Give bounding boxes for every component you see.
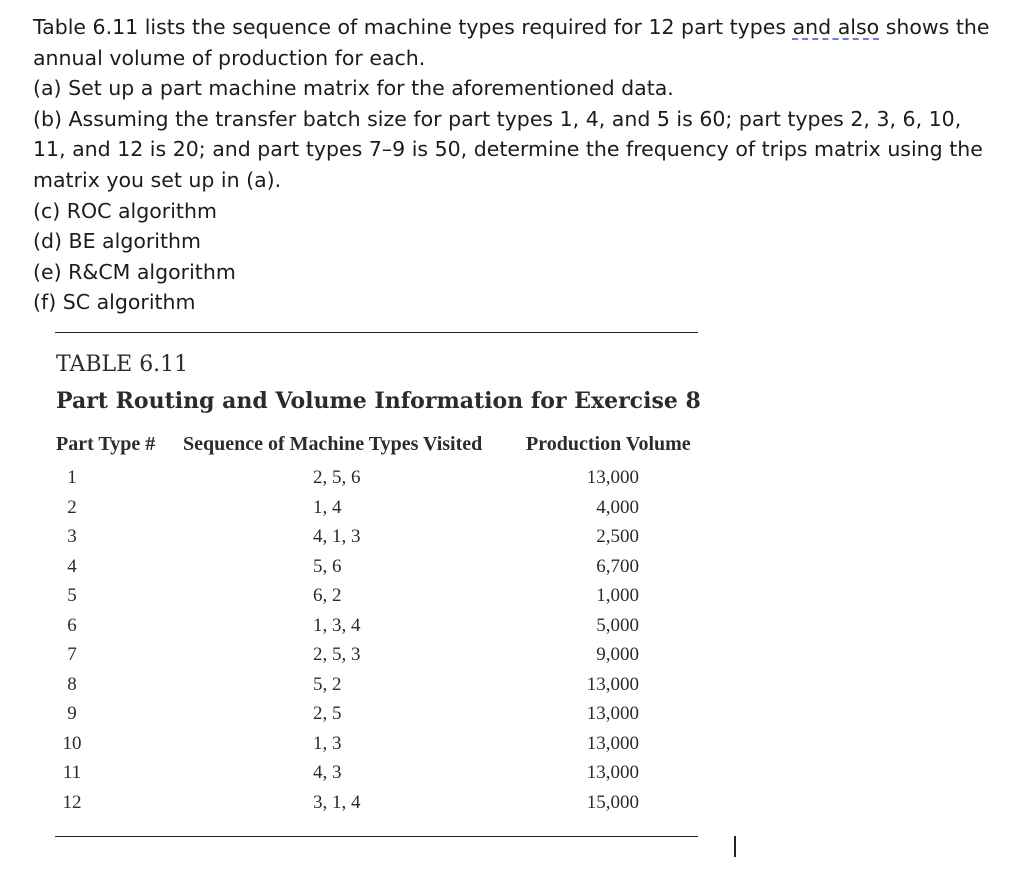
- item-c: (c) ROC algorithm: [33, 198, 217, 223]
- volume-cell: 13,000: [586, 467, 639, 488]
- volume-cell: 2,500: [596, 526, 639, 547]
- table-row: [0, 733, 720, 763]
- part-type-cell: 3: [67, 526, 77, 547]
- table-row: [0, 615, 720, 645]
- item-b: (b) Assuming the transfer batch size for part types 1, 4, and 5 is 60; part types 2, 3, 6, 10, 11, and 12 is 20; and part types 7–9 is 50, determine the frequency of trips matrix using the matrix you set up in (a).: [33, 106, 983, 192]
- table-row: [0, 585, 720, 615]
- part-type-cell: 10: [62, 732, 82, 754]
- part-type-cell: 5: [67, 585, 77, 606]
- sequence-cell: 2, 5, 6: [313, 467, 361, 488]
- volume-cell: 6,700: [596, 555, 639, 577]
- text-cursor[interactable]: [734, 836, 736, 857]
- sequence-cell: 6, 2: [313, 585, 342, 606]
- header-part-type: Part Type #: [56, 433, 156, 455]
- table-label: TABLE 6.11: [56, 352, 189, 377]
- table-row: [0, 467, 720, 497]
- volume-cell: 9,000: [596, 644, 639, 665]
- sequence-cell: 1, 3, 4: [313, 614, 361, 636]
- header-sequence: Sequence of Machine Types Visited: [183, 433, 483, 455]
- part-type-cell: 8: [67, 673, 77, 695]
- part-type-cell: 12: [62, 791, 82, 813]
- item-e: (e) R&CM algorithm: [33, 259, 236, 284]
- table-top-rule: [55, 332, 698, 333]
- table-row: [0, 497, 720, 527]
- grammar-flagged-phrase[interactable]: and also: [792, 15, 880, 39]
- sequence-cell: 5, 2: [313, 673, 342, 695]
- volume-cell: 13,000: [586, 703, 639, 724]
- table-row: [0, 792, 720, 822]
- volume-cell: 13,000: [586, 762, 639, 783]
- part-type-cell: 2: [67, 496, 77, 518]
- volume-cell: 5,000: [596, 614, 639, 636]
- intro-paragraph: [33, 12, 993, 73]
- sequence-cell: 2, 5: [313, 703, 342, 724]
- table-row: [0, 703, 720, 733]
- table-row: [0, 644, 720, 674]
- part-type-cell: 6: [67, 614, 77, 636]
- intro-text-end: shows the annual volume of production for each.: [33, 15, 990, 70]
- sequence-cell: 2, 5, 3: [313, 644, 361, 665]
- volume-cell: 4,000: [596, 496, 639, 518]
- volume-cell: 13,000: [586, 673, 639, 695]
- part-type-cell: 4: [67, 555, 77, 577]
- table-row: [0, 674, 720, 704]
- table-row: [0, 762, 720, 792]
- intro-text-start: Table 6.11 lists the sequence of machine types required for 12 part types: [33, 15, 793, 39]
- sequence-cell: 1, 4: [313, 496, 342, 518]
- sequence-cell: 1, 3: [313, 732, 342, 754]
- volume-cell: 13,000: [586, 732, 639, 754]
- table-row: [0, 526, 720, 556]
- table-bottom-rule: [55, 836, 698, 837]
- sequence-cell: 4, 1, 3: [313, 526, 361, 547]
- item-f: (f) SC algorithm: [33, 290, 196, 315]
- sequence-cell: 3, 1, 4: [313, 791, 361, 813]
- volume-cell: 15,000: [586, 791, 639, 813]
- table-body: [0, 467, 720, 821]
- part-type-cell: 7: [67, 644, 77, 665]
- volume-cell: 1,000: [596, 585, 639, 606]
- header-production-volume: Production Volume: [526, 433, 691, 455]
- sequence-cell: 4, 3: [313, 762, 342, 783]
- sequence-cell: 5, 6: [313, 555, 342, 577]
- part-type-cell: 11: [62, 762, 82, 783]
- table-title: Part Routing and Volume Information for Exercise 8: [56, 388, 701, 414]
- part-type-cell: 1: [67, 467, 77, 488]
- item-d: (d) BE algorithm: [33, 229, 201, 254]
- part-type-cell: 9: [67, 703, 77, 724]
- item-a: (a) Set up a part machine matrix for the aforementioned data.: [33, 76, 674, 101]
- question-text: [33, 12, 993, 318]
- table-row: [0, 556, 720, 586]
